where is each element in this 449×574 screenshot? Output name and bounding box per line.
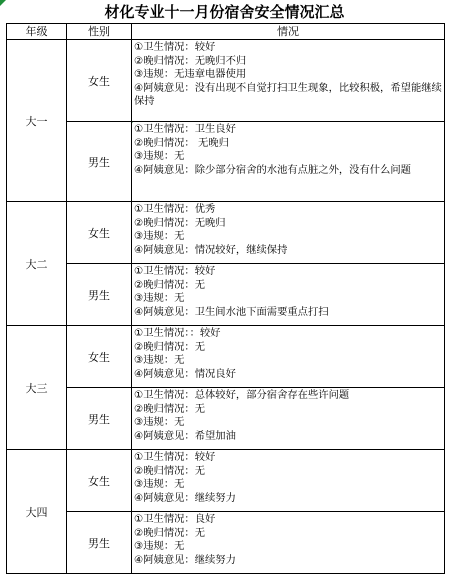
info-line: ②晚归情况：无 <box>134 464 206 477</box>
info-line: ③违规：无 <box>134 540 185 553</box>
info-line: ④阿姨意见：继续努力 <box>134 491 236 504</box>
header-info[interactable]: 情况 <box>132 24 445 40</box>
info-line: ②晚归情况：无 <box>134 278 206 291</box>
info-line: ①卫生情况：较好 <box>134 451 216 463</box>
info-line: ②晚归情况： 无晚归 <box>134 136 229 149</box>
table-row <box>7 264 445 326</box>
header-gender[interactable]: 性别 <box>67 24 132 40</box>
sheet-title: 材化专业十一月份宿舍安全情况汇总 <box>104 3 345 21</box>
info-line: ④阿姨意见：情况良好 <box>134 367 236 380</box>
info-line: ②晚归情况：无 <box>134 526 206 539</box>
info-cell[interactable] <box>132 450 445 512</box>
info-line: ②晚归情况：无 <box>134 340 206 353</box>
info-line: ③违规：无 <box>134 150 185 163</box>
gender-cell[interactable]: 男生 <box>67 264 132 326</box>
dorm-safety-table <box>6 23 445 574</box>
table-row <box>7 40 445 122</box>
info-line: ④阿姨意见：情况较好，继续保持 <box>134 243 288 256</box>
gender-cell[interactable]: 女生 <box>67 326 132 388</box>
info-cell[interactable] <box>132 40 445 122</box>
info-cell[interactable] <box>132 202 445 264</box>
info-line: ③违规：无 <box>134 292 185 305</box>
info-line: ②晚归情况：无晚归不归 <box>134 54 247 67</box>
grade-cell[interactable]: 大四 <box>7 450 67 574</box>
gender-cell[interactable]: 女生 <box>67 40 132 122</box>
info-cell[interactable] <box>132 512 445 574</box>
info-line: ①卫生情况：卫生良好 <box>134 123 236 135</box>
gender-cell[interactable]: 男生 <box>67 122 132 202</box>
gender-cell[interactable]: 男生 <box>67 388 132 450</box>
grade-cell[interactable]: 大二 <box>7 202 67 326</box>
info-line: ③违规：无 <box>134 478 185 491</box>
info-cell[interactable] <box>132 388 445 450</box>
info-cell[interactable] <box>132 326 445 388</box>
grade-cell[interactable]: 大三 <box>7 326 67 450</box>
header-grade[interactable]: 年级 <box>7 24 67 40</box>
info-cell[interactable] <box>132 264 445 326</box>
table-row <box>7 122 445 202</box>
info-line: ①卫生情况：总体较好，部分宿舍存在些许问题 <box>134 389 350 401</box>
info-line: ①卫生情况：较好 <box>134 41 216 53</box>
gender-cell[interactable]: 女生 <box>67 450 132 512</box>
info-line: ④阿姨意见：继续努力 <box>134 553 236 566</box>
table-row <box>7 512 445 574</box>
grade-cell[interactable]: 大一 <box>7 40 67 202</box>
info-line: ③违规：无 <box>134 354 185 367</box>
table-row <box>7 202 445 264</box>
info-line: ④阿姨意见：希望加油 <box>134 429 236 442</box>
info-line: ④阿姨意见：除少部分宿舍的水池有点脏之外，没有什么问题 <box>134 163 411 176</box>
info-line: ③违规：无违章电器使用 <box>134 68 247 81</box>
info-line: ③违规：无 <box>134 230 185 243</box>
info-cell[interactable] <box>132 122 445 202</box>
table-row <box>7 388 445 450</box>
gender-cell[interactable]: 女生 <box>67 202 132 264</box>
info-line: ②晚归情况：无 <box>134 402 206 415</box>
info-line: ①卫生情况：优秀 <box>134 203 216 215</box>
table-row <box>7 450 445 512</box>
info-line: ④阿姨意见：卫生间水池下面需要重点打扫 <box>134 305 329 318</box>
info-line: ②晚归情况：无晚归 <box>134 216 226 229</box>
info-line: ④阿姨意见：没有出现不自觉打扫卫生现象，比较积极，希望能继续保持 <box>134 81 442 108</box>
info-line: ①卫生情况：良好 <box>134 513 216 525</box>
info-line: ①卫生情况：较好 <box>134 265 216 277</box>
header-row <box>7 24 445 40</box>
table-row <box>7 326 445 388</box>
gender-cell[interactable]: 男生 <box>67 512 132 574</box>
info-line: ①卫生情况：：较好 <box>134 327 221 339</box>
info-line: ③违规：无 <box>134 416 185 429</box>
